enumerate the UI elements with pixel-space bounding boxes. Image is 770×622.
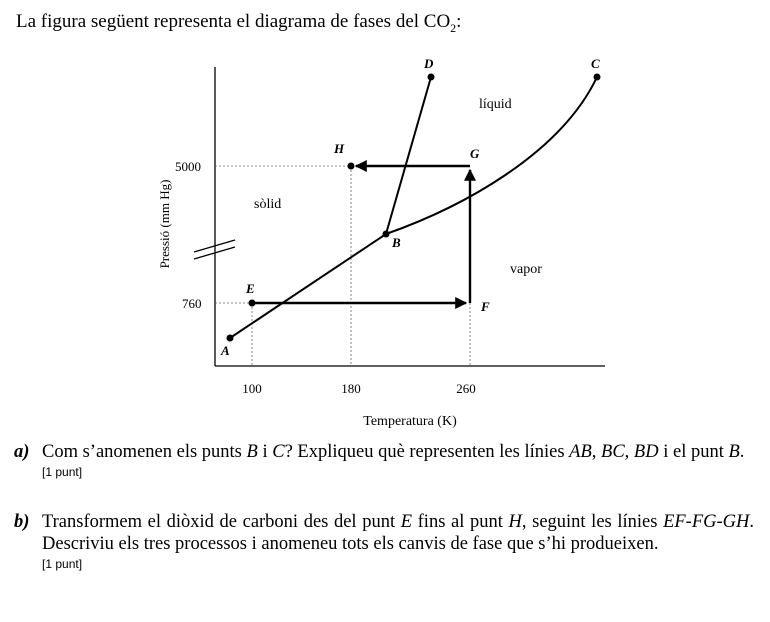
region-liquid: líquid xyxy=(479,97,512,112)
question-a-text xyxy=(42,441,754,463)
question-b-label: b) xyxy=(14,512,30,532)
point-b-label: B xyxy=(392,235,401,250)
point-h-label: H xyxy=(334,141,345,156)
text-segment: i el punt xyxy=(658,442,729,462)
point-d-label: D xyxy=(424,56,434,71)
text-segment: . xyxy=(739,442,745,462)
x-tick-260: 260 xyxy=(456,381,476,396)
question-b-points: [1 punt] xyxy=(42,557,83,571)
text-segment: , xyxy=(624,442,634,462)
point-h-dot xyxy=(348,163,355,170)
text-segment: BC xyxy=(601,442,625,462)
x-tick-100: 100 xyxy=(242,381,262,396)
intro-colon: : xyxy=(456,11,462,32)
y-axis-title: Pressió (mm Hg) xyxy=(157,179,172,269)
y-tick-5000: 5000 xyxy=(175,159,201,174)
point-c-label: C xyxy=(591,56,600,71)
text-segment: , xyxy=(591,442,602,462)
text-segment: EF-FG-GH xyxy=(663,512,750,532)
point-e-label: E xyxy=(246,281,255,296)
text-segment: Com s’anomenen els punts xyxy=(42,442,247,462)
question-b xyxy=(14,511,754,571)
text-segment: , seguint les línies xyxy=(521,512,664,532)
text-segment: BD xyxy=(633,442,659,462)
y-tick-760: 760 xyxy=(182,296,202,311)
intro-text: La figura següent representa el diagrama de fases del CO xyxy=(16,11,451,32)
intro-subscript: 2 xyxy=(450,20,457,35)
question-a xyxy=(14,441,754,479)
point-g-label: G xyxy=(470,146,480,161)
text-segment: fins al punt xyxy=(412,512,509,532)
text-segment: . Descriviu els tres processos i anomeneu tots els canvis de fase que s’hi produeixen. xyxy=(42,512,754,554)
x-axis-title: Temperatura (K) xyxy=(363,414,457,429)
text-segment: i xyxy=(257,442,273,462)
text-segment: Transformem el diòxid de carboni des del punt xyxy=(42,512,401,532)
point-f-label: F xyxy=(481,299,490,314)
region-solid: sòlid xyxy=(254,197,282,212)
question-a-label: a) xyxy=(14,442,30,462)
text-segment: C xyxy=(272,442,285,462)
text-segment: AB xyxy=(569,442,592,462)
question-b-text xyxy=(42,511,754,555)
text-segment: ? Expliqueu què representen les línies xyxy=(284,442,570,462)
region-vapor: vapor xyxy=(510,262,542,277)
point-a-label: A xyxy=(221,343,230,358)
text-segment: B xyxy=(246,442,258,462)
text-segment: B xyxy=(728,442,740,462)
line-bd xyxy=(386,77,431,234)
point-d-dot xyxy=(428,74,435,81)
point-a-dot xyxy=(227,335,234,342)
text-segment: E xyxy=(400,512,413,532)
text-segment: H xyxy=(508,512,522,532)
question-a-points: [1 punt] xyxy=(42,465,83,479)
point-b-dot xyxy=(383,231,390,238)
point-e-dot xyxy=(249,300,256,307)
point-c-dot xyxy=(594,74,601,81)
x-tick-180: 180 xyxy=(341,381,361,396)
